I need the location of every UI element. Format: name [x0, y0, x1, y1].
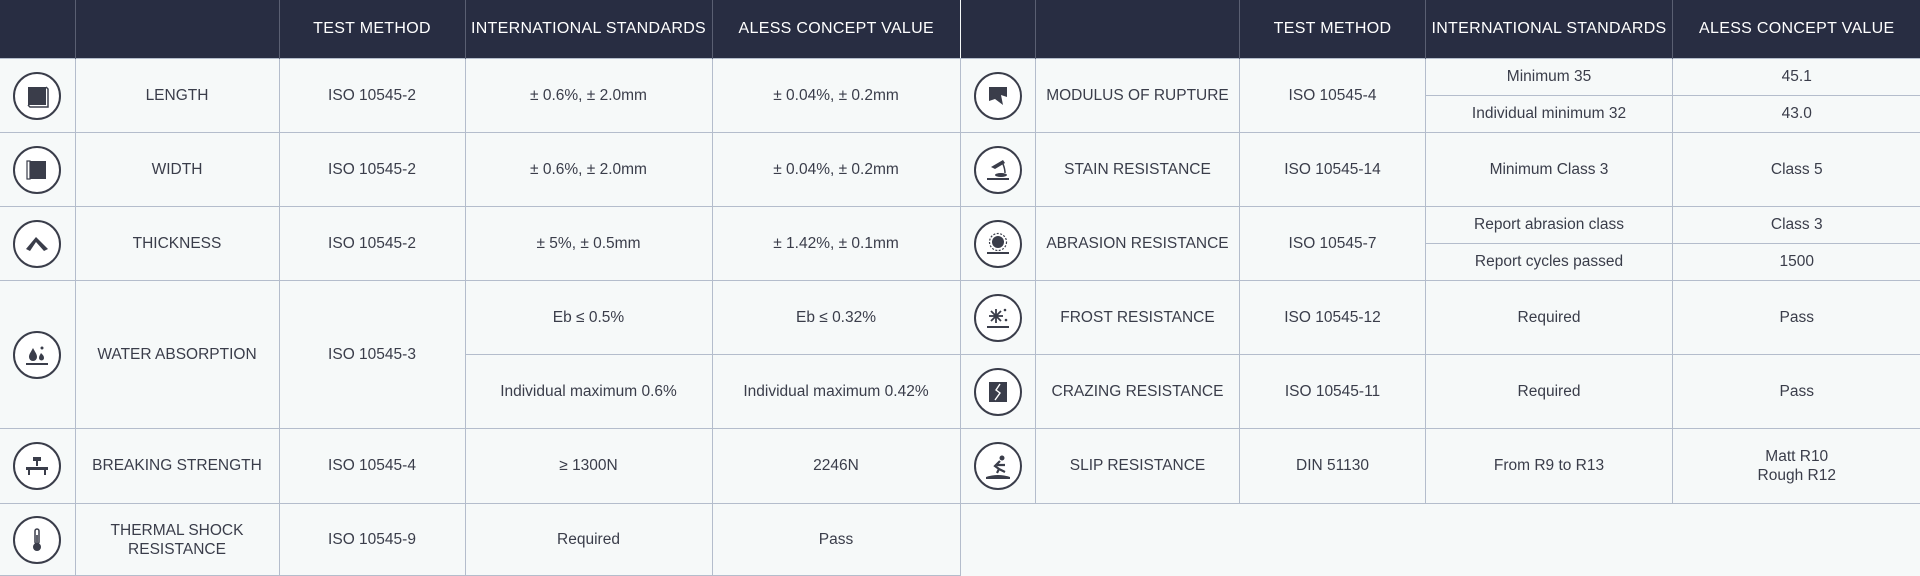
- aless-value: ± 1.42%, ± 0.1mm: [712, 207, 960, 281]
- property-name: SLIP RESISTANCE: [1036, 429, 1240, 504]
- property-name: BREAKING STRENGTH: [75, 429, 279, 504]
- standard-value: Report cycles passed: [1426, 244, 1673, 281]
- standard-value: ± 5%, ± 0.5mm: [465, 207, 712, 281]
- slipping-person-icon: [974, 442, 1022, 490]
- aless-value: 1500: [1673, 244, 1920, 281]
- test-method: ISO 10545-11: [1240, 355, 1426, 429]
- header-aless-concept-value: ALESS CONCEPT VALUE: [1673, 0, 1920, 59]
- standard-value: Individual maximum 0.6%: [465, 355, 712, 429]
- breaking-press-icon: [13, 442, 61, 490]
- snowflake-icon: [974, 294, 1022, 342]
- test-method: ISO 10545-3: [279, 281, 465, 429]
- aless-value: Matt R10 Rough R12: [1673, 429, 1920, 504]
- standard-value: ± 0.6%, ± 2.0mm: [465, 59, 712, 133]
- standard-value: Individual minimum 32: [1426, 96, 1673, 133]
- header-icon: [0, 0, 75, 59]
- table-row: [0, 207, 960, 281]
- property-name: FROST RESISTANCE: [1036, 281, 1240, 355]
- test-method: ISO 10545-2: [279, 133, 465, 207]
- header-international-standards: INTERNATIONAL STANDARDS: [465, 0, 712, 59]
- aless-value: 2246N: [712, 429, 960, 504]
- square-tile-side-icon: [13, 146, 61, 194]
- aless-value: ± 0.04%, ± 0.2mm: [712, 133, 960, 207]
- spec-table-right: [960, 0, 1920, 576]
- empty-cell: [961, 504, 1920, 576]
- test-method: ISO 10545-7: [1240, 207, 1426, 281]
- test-method: ISO 10545-12: [1240, 281, 1426, 355]
- standard-value: Report abrasion class: [1426, 207, 1673, 244]
- crazing-crack-icon: [974, 368, 1022, 416]
- stain-pour-icon: [974, 146, 1022, 194]
- aless-value: Class 3: [1673, 207, 1920, 244]
- header-aless-concept-value: ALESS CONCEPT VALUE: [712, 0, 960, 59]
- header-test-method: TEST METHOD: [279, 0, 465, 59]
- tile-thickness-icon: [13, 220, 61, 268]
- aless-value: 43.0: [1673, 96, 1920, 133]
- aless-value: ± 0.04%, ± 0.2mm: [712, 59, 960, 133]
- table-row: [961, 281, 1920, 355]
- header-test-method: TEST METHOD: [1240, 0, 1426, 59]
- empty-row: [961, 504, 1920, 576]
- property-name: LENGTH: [75, 59, 279, 133]
- aless-value: Individual maximum 0.42%: [712, 355, 960, 429]
- water-drop-icon: [13, 331, 61, 379]
- header-row: [0, 0, 960, 59]
- property-name: WIDTH: [75, 133, 279, 207]
- test-method: ISO 10545-9: [279, 504, 465, 576]
- standard-value: Required: [1426, 355, 1673, 429]
- property-name: STAIN RESISTANCE: [1036, 133, 1240, 207]
- aless-value: Pass: [712, 504, 960, 576]
- standard-value: ± 0.6%, ± 2.0mm: [465, 133, 712, 207]
- test-method: ISO 10545-2: [279, 207, 465, 281]
- aless-value: Class 5: [1673, 133, 1920, 207]
- test-method: ISO 10545-4: [1240, 59, 1426, 133]
- test-method: ISO 10545-2: [279, 59, 465, 133]
- square-tile-icon: [13, 72, 61, 120]
- table-row: [961, 355, 1920, 429]
- standard-value: Minimum Class 3: [1426, 133, 1673, 207]
- abrasion-wheel-icon: [974, 220, 1022, 268]
- property-name: ABRASION RESISTANCE: [1036, 207, 1240, 281]
- test-method: DIN 51130: [1240, 429, 1426, 504]
- property-name: THICKNESS: [75, 207, 279, 281]
- table-row: [0, 133, 960, 207]
- table-row: [0, 59, 960, 133]
- broken-tile-icon: [974, 72, 1022, 120]
- test-method: ISO 10545-14: [1240, 133, 1426, 207]
- header-international-standards: INTERNATIONAL STANDARDS: [1426, 0, 1673, 59]
- aless-value: 45.1: [1673, 59, 1920, 96]
- table-row: [0, 504, 960, 576]
- property-name: WATER ABSORPTION: [75, 281, 279, 429]
- table-row: [961, 429, 1920, 504]
- aless-value: Eb ≤ 0.32%: [712, 281, 960, 355]
- test-method: ISO 10545-4: [279, 429, 465, 504]
- standard-value: ≥ 1300N: [465, 429, 712, 504]
- aless-value: Pass: [1673, 355, 1920, 429]
- thermometer-icon: [13, 516, 61, 564]
- standard-value: Required: [465, 504, 712, 576]
- table-row: [961, 207, 1920, 244]
- header-row: [961, 0, 1920, 59]
- table-row: [961, 133, 1920, 207]
- header-property: [75, 0, 279, 59]
- standard-value: Required: [1426, 281, 1673, 355]
- standard-value: Minimum 35: [1426, 59, 1673, 96]
- standard-value: Eb ≤ 0.5%: [465, 281, 712, 355]
- property-name: MODULUS OF RUPTURE: [1036, 59, 1240, 133]
- header-icon: [961, 0, 1036, 59]
- header-property: [1036, 0, 1240, 59]
- aless-value: Pass: [1673, 281, 1920, 355]
- table-row: [961, 59, 1920, 96]
- table-row: [0, 281, 960, 355]
- table-row: [0, 429, 960, 504]
- standard-value: From R9 to R13: [1426, 429, 1673, 504]
- property-name: THERMAL SHOCK RESISTANCE: [75, 504, 279, 576]
- property-name: CRAZING RESISTANCE: [1036, 355, 1240, 429]
